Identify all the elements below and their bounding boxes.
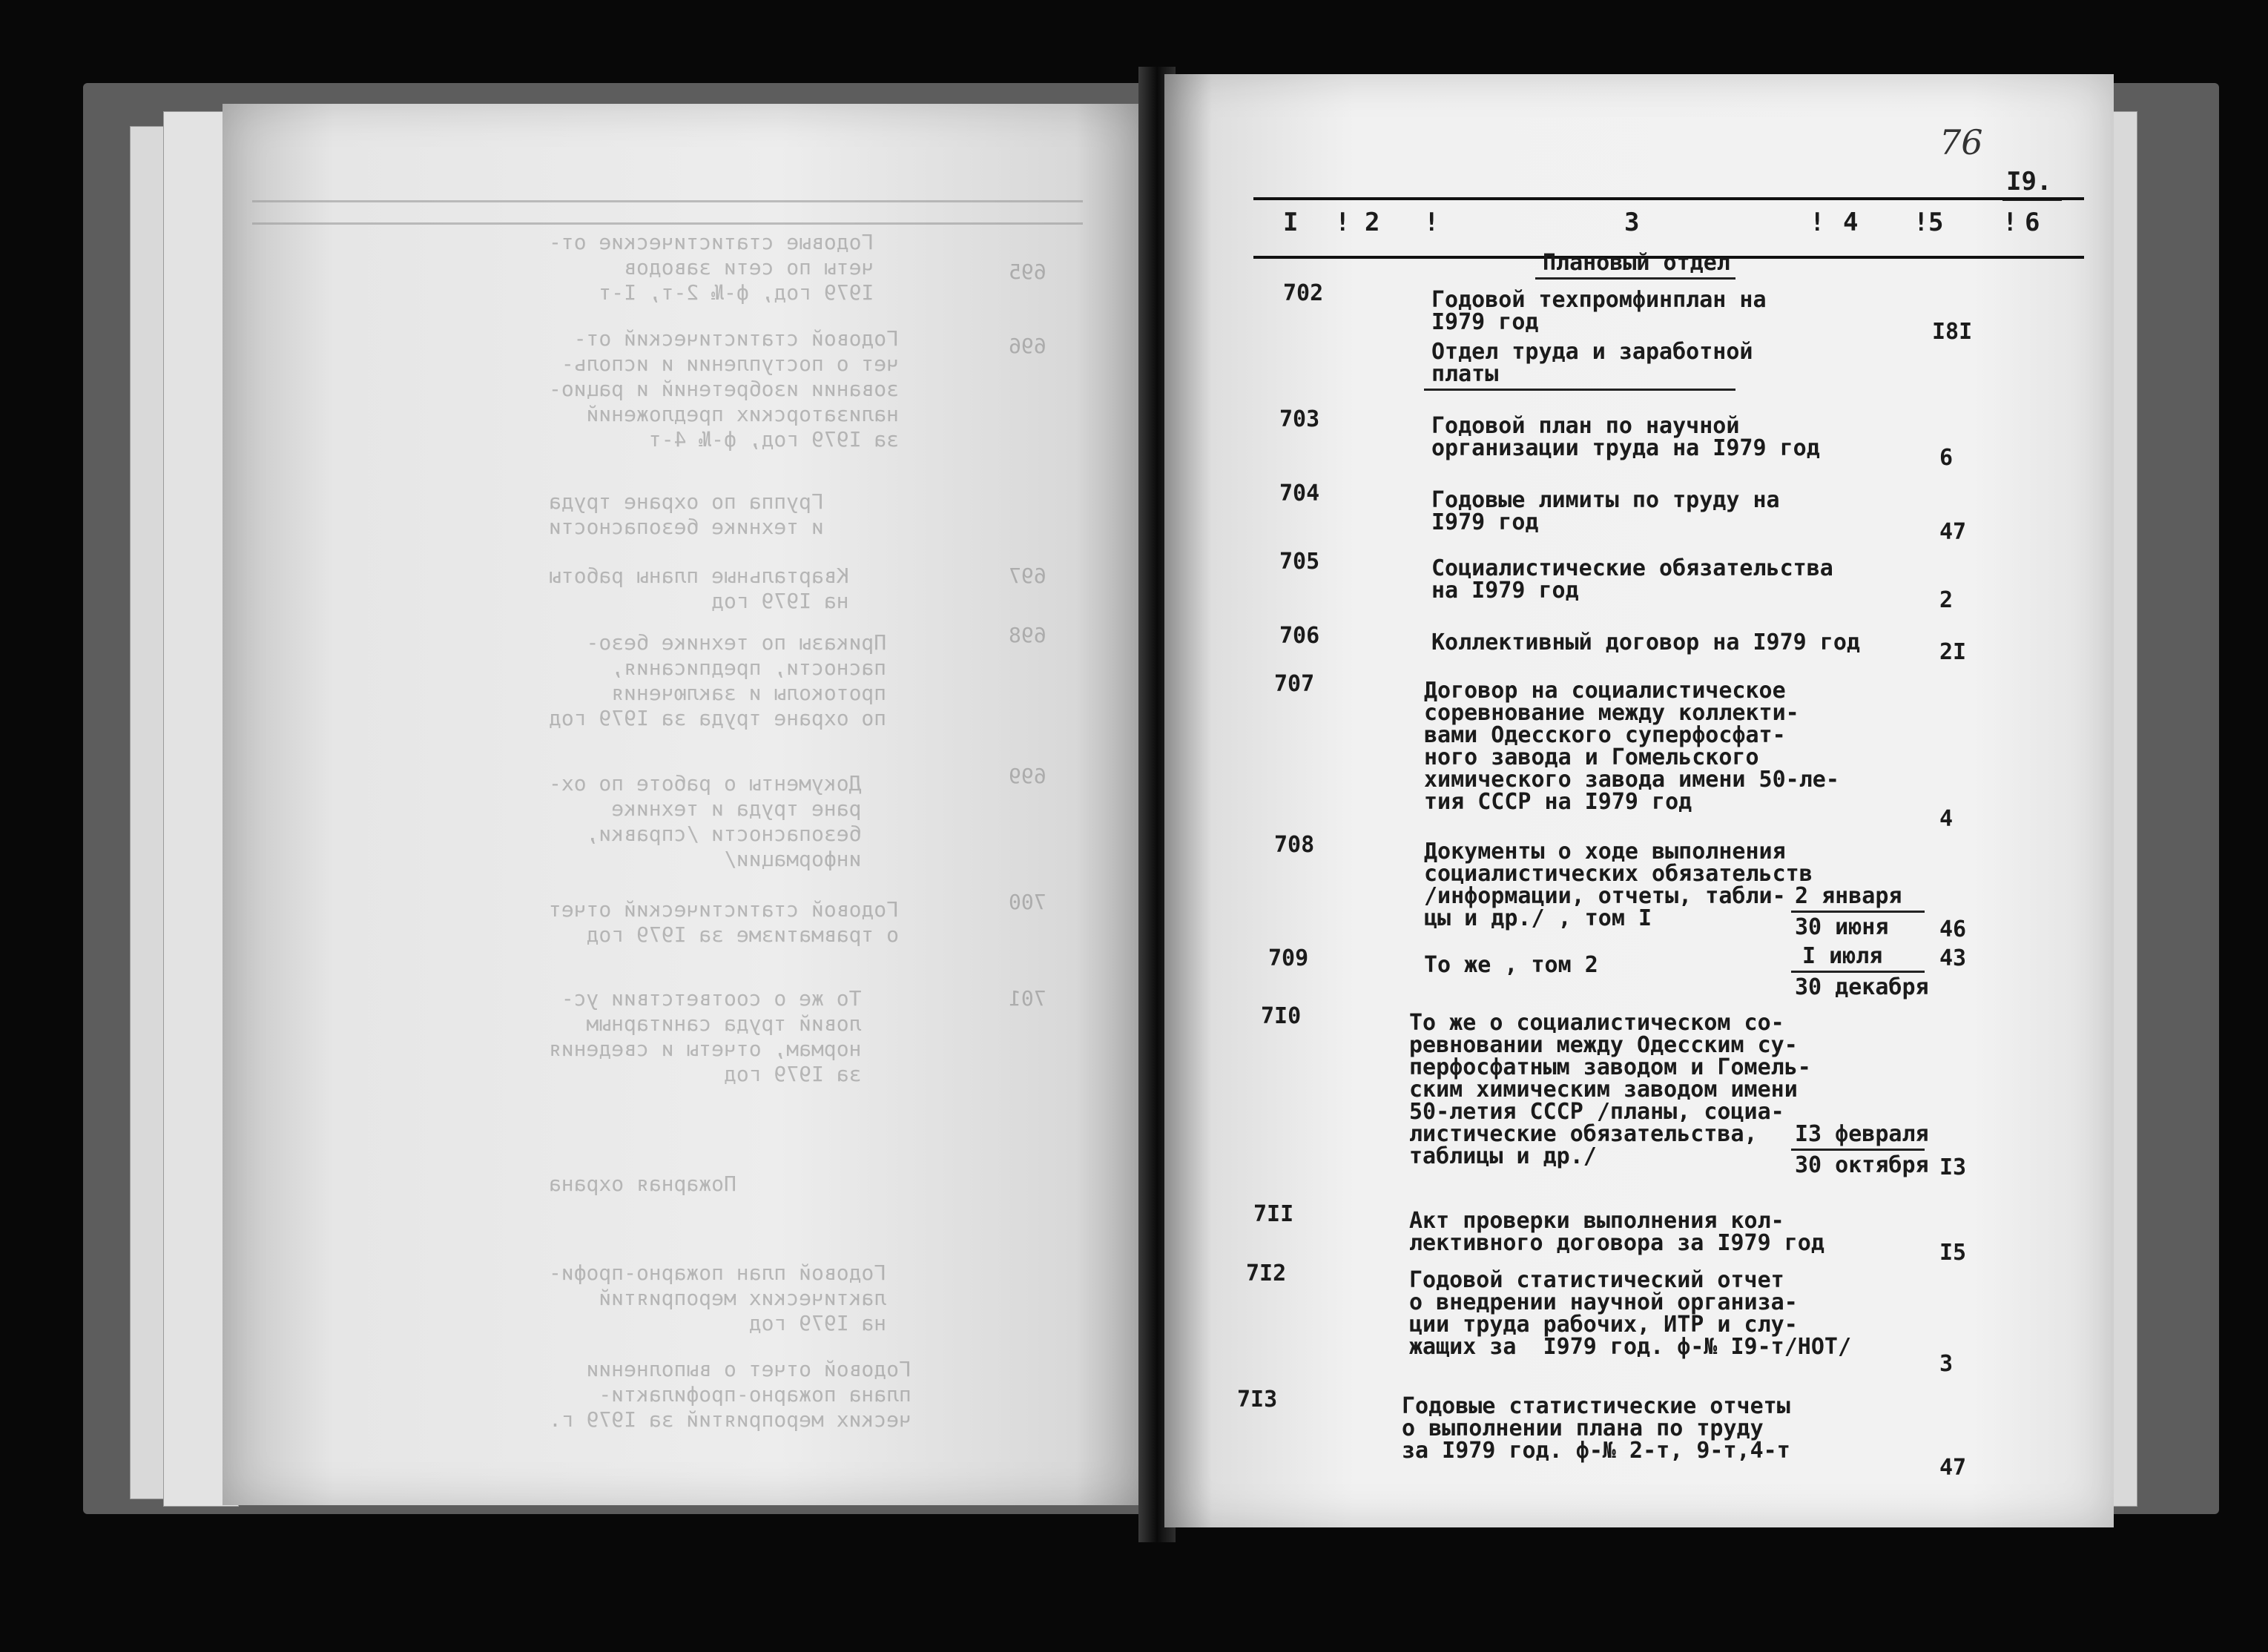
file-title: Годовые статистические отчеты о выполнении плана по труду за I979 год. ф-№ 2-т, 9-т,4-т [1402,1393,1790,1464]
file-title: Договор на социалистическое соревнование между коллекти- вами Одесского суперфосфат- ного завода и Гомельского химического завода имени 50-ле- тия СССР на I979 год [1424,678,1839,815]
bleed-through-number: 700 [1009,890,1046,914]
sheet-count: 47 [1939,519,1967,545]
file-number: 708 [1274,832,1315,858]
bleed-through-text: Группа по охране труда и технике безопасности [549,489,824,539]
file-title: Годовые лимиты по труду на I979 год [1431,487,1780,535]
file-number: 707 [1274,671,1315,697]
date-start: I3 февраля [1795,1121,1929,1147]
file-title: То же , том 2 [1424,952,1598,978]
bleed-through-number: 698 [1009,623,1046,647]
sheet-count: 2 [1939,587,1954,613]
bleed-through-number: 695 [1009,260,1046,284]
file-number: 706 [1279,623,1320,649]
file-title: То же о социалистическом со- ревновании между Одесским су- перфосфатным заводом и Гомель- ским химическим заводом имени 50-летия СССР /планы, социа- листические обязательства, таблицы и др./ [1409,1010,1811,1169]
file-title: Коллективный договор на I979 год [1431,630,1860,655]
sheet-count: 6 [1939,445,1954,471]
sheet-count: 47 [1939,1455,1967,1481]
left-header-rule [252,200,1083,202]
file-title: Годовой статистический отчет о внедрении научной организа- ции труда рабочих, ИТР и слу- жащих за I979 год. ф-№ I9-т/НОТ/ [1409,1267,1852,1360]
sheet-count: I3 [1939,1154,1967,1180]
date-start: 2 января [1795,883,1902,909]
file-number: 709 [1268,945,1309,971]
left-header-rule-2 [252,222,1083,225]
section-underline [1424,389,1735,391]
sheet-count: 4 [1939,806,1954,832]
column-separator: ! [2002,208,2018,237]
column-header-4: 4 [1843,208,1859,237]
file-number: 7I0 [1261,1003,1302,1029]
column-separator: ! [1913,208,1929,237]
date-end: 30 декабря [1795,974,1929,1000]
file-number: 7I2 [1246,1261,1287,1286]
date-divider [1791,911,1925,913]
sheet-number: I9. [2006,167,2052,196]
bleed-through-text: Документы о работе по ох- ране труда и технике безопасности /справки, информации/ [549,771,862,871]
bleed-through-number: 697 [1009,564,1046,588]
file-number: 7II [1253,1201,1294,1227]
sheet-count: 3 [1939,1351,1954,1377]
column-separator: ! [1335,208,1351,237]
date-divider [1791,971,1925,973]
file-title: Годовой план по научной организации труда на I979 год [1431,413,1820,461]
date-divider [1791,1149,1925,1151]
date-start: I июля [1802,943,1883,969]
section-underline [1535,277,1735,280]
sheet-count: 46 [1939,916,1967,942]
bleed-through-text: Годовой статистический от- чет о поступлении и исполь- зовании изобретений и рацио- нализаторских предложений за I979 год, ф-№ 4-т [549,326,900,452]
bleed-through-text: Приказы по технике безо- пасности, предписания, протоколы и заключения по охране труда за I979 год [549,630,887,730]
column-header-2: 2 [1365,208,1380,237]
column-header-3: 3 [1624,208,1640,237]
file-title: Социалистические обязательства на I979 год [1431,555,1833,604]
bleed-through-number: 701 [1009,986,1046,1011]
date-end: 30 июня [1795,914,1889,940]
bleed-through-text: Квартальные планы работы на I979 год [549,564,849,613]
column-header-6: 6 [2025,208,2040,237]
sheet-count: 2I [1939,639,1967,665]
file-number: 703 [1279,406,1320,432]
column-header-5: 5 [1928,208,1944,237]
sheet-count: I5 [1939,1240,1967,1266]
bleed-through-number: 699 [1009,764,1046,788]
file-number: 705 [1279,549,1320,575]
table-header-top-rule [1253,197,2084,200]
file-title: Документы о ходе выполнения социалистических обязательств /информации, отчеты, табли- цы и др./ , том I [1424,839,1813,931]
column-header-1: I [1283,208,1299,237]
file-title: Акт проверки выполнения кол- лективного договора за I979 год [1409,1208,1824,1256]
bleed-through-text: Пожарная охрана [549,1172,736,1196]
file-title: Годовой техпромфинплан на I979 год [1431,287,1767,335]
column-separator: ! [1424,208,1440,237]
handwritten-page-number: 76 [1939,122,1983,162]
file-number: 704 [1279,480,1320,506]
bleed-through-text: Годовой статистический отчет о травматизме за I979 год [549,897,900,947]
bleed-through-text: Годовой отчет о выполнении плана пожарно-профилакти- ческих мероприятий за I979 г. [549,1357,912,1432]
file-number: 702 [1283,280,1324,306]
bleed-through-text: То же о соответствии ус- ловий труда санитарным нормам, отчеты и сведения за I979 год [549,986,862,1086]
bleed-through-text: Годовые статистические от- четы по сети заводов I979 год, ф-№ 2-т, I-т [549,230,874,305]
sheet-count: I8I [1932,319,1973,345]
section-heading: Плановый отдел [1543,250,1730,276]
date-end: 30 октября [1795,1152,1929,1178]
bleed-through-text: Годовой план пожарно-профи- лактических мероприятий на I979 год [549,1261,887,1335]
file-number: 7I3 [1237,1387,1278,1413]
bleed-through-number: 696 [1009,334,1046,358]
section-heading: Отдел труда и заработной платы [1431,339,1753,387]
column-separator: ! [1810,208,1825,237]
sheet-count: 43 [1939,945,1967,971]
